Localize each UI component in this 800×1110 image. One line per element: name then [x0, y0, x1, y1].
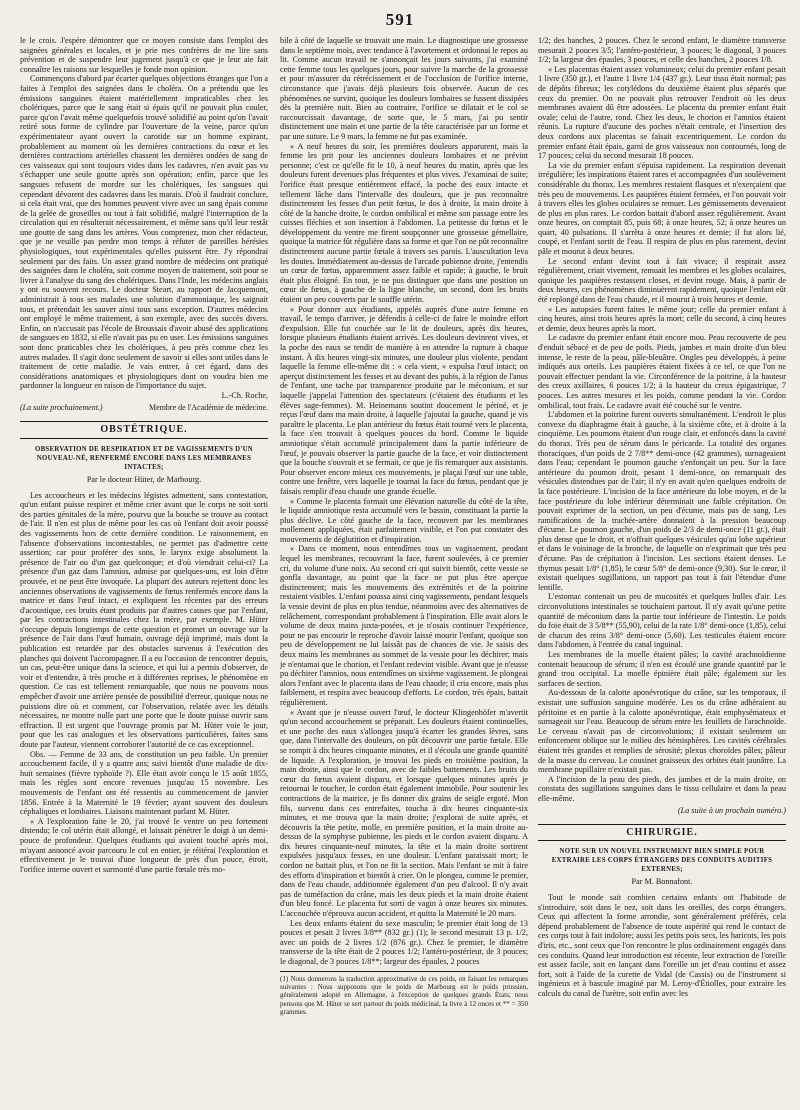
paragraph: « A l'exploration faite le 20, j'ai trouvé le ventre un peu fortement distendu; le col utérin était allongé, et laissait pénétrer le doigt à un demi-pouce de profondeur. Quelques étudiants qui avaient touché après moi, m'ayant annoncé avoir parcouru le col en entier, je réitérai l'exploration et effectivement je le trouvai d'une longueur de près d'un pouce, étroit, l'orifice interne ouvert et surmonté d'une partie fœtale très mo-	[20, 816, 268, 874]
paragraph: « Pour donner aux étudiants, appelés auprès d'une autre femme en travail, le temps d'arriver, je défendis à celle-ci de faire le moindre effort d'expulsion. Elle fut couchée sur le lit de douleurs, après dix heures, lorsque plusieurs étudiants étaient arrivés. Les douleurs devinrent vives, et la poche des eaux se tendit de manière à en attendre la rupture à chaque instant. À dix heures vingt-six minutes, une douleur plus violente, pendant laquelle la femme elle-même dit : « cela vient, » expulsa l'œuf intact; on aperçut distinctement les fesses et au devant des pubis, à la région de l'anus de l'enfant, une tache par transparence produite par le méconium, et sur laquelle j'appelai l'attention des spectateurs (c'étaient des étudiants et les élèves sage-femmes). M. Heinemann soutint doucement le périné, et je reçus l'œuf dans ma main droite, à laquelle j'ajoutai la gauche, quand je vis paraître le placenta. Le plan antérieur du fœtus était tourné vers le placenta, la face s'en trouvait à quelques pouces du bord. Comme le liquide amniotique s'était accumulé principalement dans la partie inférieure de l'œuf, je pouvais observer la partie gauche de la face, et voir distinctement que la bouche s'ouvrait et se fermait, ce que je fis remarquer aux assistants. Pour observer encore mieux ces mouvements, je plaçai l'œuf sur une table, contre une fenêtre, vers laquelle je tournai la face du fœtus, pendant que je faisais remplir d'eau chaude une grande écuelle.	[280, 304, 528, 496]
article-byline: Par M. Bonnafont.	[631, 877, 693, 887]
author-signature: L.-Ch. Roche,	[221, 390, 268, 400]
paragraph: 1/2; des hanches, 2 pouces. Chez le second enfant, le diamètre transverse mesurait 2 pouces 3/5; l'antéro-postérieur, 3 pouces; le diagonal, 3 pouces 1/2; la largeur des épaules, 3 pouces, et celle des hanches, 2 pouces 1/8.	[538, 36, 786, 65]
author-title: Membre de l'Académie de médecine.	[149, 402, 268, 412]
paragraph: « Avant que je n'eusse ouvert l'œuf, le docteur Klingenhöfer m'avertit qu'un second accouchement se préparait. Les douleurs étaient continuelles, et une poche des eaux s'allongea jusqu'à écarter les grandes lèvres, sans que, dans l'intervalle des douleurs, on pût découvrir une partie fœtale. Elle se rompit à dix heures cinquante minutes, et il s'écoula une grande quantité de liquide. A l'exploration, je trouvai les pieds en troisième position, la main droite, ainsi que le cordon, avec de faibles battements. Les bruits du cœur du fœtus avaient disparu, et lorsque quelques minutes après je retournai le toucher, le cordon était également immobile. Pour soutenir les contractions de la matrice, je fis donner dix grains de seigle ergoté. Mon fils, survenu dans ces entrefaites, toucha à dix heures cinquante-six minutes, et me trouva que la main droite; j'explorai de suite après, et découvris la tête petite, molle, en première position, et la main droite au-dessus de la symphyse pubienne, les pieds et le cordon avaient disparu. A dix heures cinquante-neuf minutes, la tête et la main droite sortirent expulsées jusqu'aux fesses, en une douleur. L'enfant paraissait mort; le cordon ne battait plus, et l'on ne fit la section. Mais l'enfant se mit à faire des efforts d'inspiration et bientôt à crier. On le plongea, comme le premier, dans de l'eau chaude, additionnée également d'un peu d'alcool. Il n'y avait pas de tuméfaction du crâne, mais les deux pieds et la main droite étaient d'un bleu foncé. Le placenta fut sorti de vagin à onze heures six minutes. L'accouchée n'éprouva aucun accident, et quitta la Maternité le 20 mars.	[280, 707, 528, 919]
signature-row	[20, 403, 268, 413]
paragraph: bile à côté de laquelle se trouvait une main. Le diagnostique une grossesse dans le septième mois, avec tendance à l'avortement et ordonnai le repos au lit. Comme aucun travail ne s'annonçait les jours suivants, j'ai examiné cette femme tous les quelques jours, pour suivre la marche de la grossesse et pour m'assurer du rétrécissement et de l'occlusion de l'orifice interne, circonstance que j'avais déjà plusieurs fois observée. Aucun de ces phénomènes ne survint, quoique les douleurs lombaires se fussent dissipées dès la première nuit. Bien au contraire, l'orifice se dilatait et le col se raccourcissait davantage, de sorte que, le 5 mars, j'ai pu sentir distinctement une main et une partie de la tête caractérisée par un forme et par une suture. Le 9 mars, la femme ne fut pas examinée.	[280, 36, 528, 141]
page-number: 591	[385, 10, 415, 29]
article-title: NOTE SUR UN NOUVEL INSTRUMENT BIEN SIMPLE POUR EXTRAIRE LES CORPS ÉTRANGERS DES CONDUITS AUDITIFS EXTERNES;	[551, 848, 773, 874]
paragraph: « Dans ce moment, nous entendîmes tous un vagissement, pendant lequel les membranes, recouvrant la face, furent soulevées, à ce premier cri, du volume d'une noix. Au second cri qui suivit bientôt, cette vessie se gonfla davantage, au point que la face ne put plus être aperçue distinctement; mais les mouvements des extrémités et de la poitrine restaient visibles. L'enfant poussa ainsi cinq vagissements, pendant lesquels la vessie devint de plus en plus tendue, néanmoins avec des alternatives de relâchement, correspondant probablement à l'inspiration. Elle avait alors le volume de deux mains juxta-posées, et je n'osais continuer l'expérience, pour ne pas encourir le reproche d'avoir laissé mourir l'enfant, quoique son peu de développement ne lui laissât pas de chances de vie. Je saisis des deux mains les membranes au sommet de la vessie pour les déchirer; mais je n'entamai que le chorion, et l'enfant redevint visible. Avant que je n'eusse pu déchirer l'amnios, nous entendîmes un sixième vagissement. Je plongeai alors l'enfant avec le placenta dans de l'eau chaude; il cria encore, mais plus faiblement, et respira avec beaucoup d'efforts. Le cordon, très épais, battait régulièrement.	[280, 544, 528, 707]
paragraph: Le cadavre du premier enfant était encore mou. Peau recouverte de peu d'enduit sébacé et de peu de poils. Pieds, jambes et main droite d'un bleu intense, le reste de la peau, pâle-bleuâtre. Ongles peu développés, à peine indiqués aux orteils. Les paupières étaient fixées à ce tel, ce que l'on ne pouvait effectuer pendant la vie. Circonférence de la poitrine, à la hauteur des creux axillaires, 6 pouces 1/2; à la hauteur du creux épigastrique, 7 pouces. Les autres mesures et les poids, comme pendant la vie. Cordon ombilical, tout frais. Le cadavre avait été couché sur le ventre.	[538, 333, 786, 410]
paragraph: Commençons d'abord par écarter quelques objections étranges que l'on a faites à l'emploi des saignées dans le choléra. On a prétendu que les émissions sanguines étaient matériellement impraticables chez les cholériques, parce que le sang était si épais qu'il ne pouvait plus couler, parce qu'on l'avait même quelquefois trouvé solidifié au point qu'on l'avait retiré sous forme de cylindre par l'ouverture de la veine, parce qu'un expérimentateur ayant ouvert la carotide sur un homme expirant, probablement au moment où les dernières contractions du cœur et les dernières contractions artérielles chassent les dernières ondées de sang de ces vaisseaux qui sont toujours vides dans les cadavres, n'en avait pas vu s'échapper une seule goutte après son opération; enfin, parce que les sangsues refusent de mordre sur les cholériques, les sangsues qui cependant dévorent des cadavres dans les marais. D'où il faudrait conclure, si cela était vrai, que des hommes peuvent vivre avec un sang épais comme de la gelée de groseilles ou tout à fait solidifié, malgré l'interruption de la circulation qui en résulterait nécessairement, et même sans qu'il leur restât une goutte de sang dans les artères. Vous comprenez, mon cher rédacteur, que je ne veuille pas perdre mon temps à réfuter de pareilles hérésies physiologiques, tout expérimentales qu'elles puissent être. J'y répondrai seulement par des faits. Un assez grand nombre de médecins ont pratiqué des saignées dans le choléra, soit comme moyen de traitement, soit pour se livrer à l'analyse du sang des cholériques. Dans l'Inde, les médecins anglais y ont eu souvent recours. Le docteur Steart, au rapport de Jacquemont, administrait à tous ses malades une solution d'ammoniaque, les saignait tous, et prétendait les sauver ainsi tous sans exception. D'autres médecins ont employé le même traitement, à son exemple, avec des succès divers. Enfin, on n'accusait pas l'école de Broussais d'avoir abusé des applications de sangsues en 1832, si elle n'avait pas pu en user. Les émissions sanguines sont donc praticables chez les cholériques, à peu près comme chez les autres malades. Il s'agit donc seulement de savoir si elles sont utiles dans le traitement de cette maladie. Je vais entrer, à cet égard, dans des considérations anatomiques et physiologiques dont on voudra bien me pardonner la longueur en raison de l'importance du sujet.	[20, 74, 268, 391]
paragraph: « Les placentas étaient assez volumineux; celui du premier enfant pesait 1 livre (350 gr.), et l'autre 1 livre 1/4 (437 gr.). Leur tissu était normal; pas de dépôts fibreux; les cotylédons du deuxième étaient plus séparés que ceux du premier. On ne pouvait plus retrouver l'endroit où les deux membranes avaient dû être adossées. Le placenta du premier enfant était ovale; celui de l'autre, rond. Chez les deux, le chorion et l'amnios étaient réunis. La rupture d'aucune des poches n'était centrale, et l'insertion des deux cordons aux placentas se faisait excentriquement. Le cordon du premier enfant était épais, garni de gros vaisseaux non contournés, long de 17 pouces; celui du second mesurait 18 pouces.	[538, 64, 786, 161]
paragraph: Le second enfant devint tout à fait vivace; il respirait assez régulièrement, criait vivement, remuait les membres et les globes oculaires, quoique les paupières restassent closes, et devint rouge. Mais, à partir de deux heures, ces phénomènes diminuèrent rapidement, quoique l'enfant eût été replongé dans de l'eau chaude, et il mourut à trois heures et demie.	[538, 256, 786, 305]
section-title-obstetrique: OBSTÉTRIQUE.	[20, 421, 268, 439]
paragraph: L'abdomen et la poitrine furent ouverts simultanément. L'endroit le plus convexe du diaphragme était à gauche, à la sixième côte, et à droite à la cinquième. Les poumons étaient d'un rouge clair, et enfoncés dans la cavité du thorax. Très peu de sérum dans le péricarde. La totalité des organes thoraciques, d'un poids de 2 7/8** demi-once (42 grammes), surnageaient dans l'eau; cependant le poumon gauche s'enfonçait un peu. Sur la face antérieure du poumon droit, pesant 1 demi-once, on remarquait des vésicules distendues par de l'air; il n'y en avait qu'en quelques endroits de la face postérieure. L'incision de la face antérieure du lobe moyen, et de la face postérieure du lobe inférieur déterminait une faible crépitation. On pouvait exprimer de la section, un peu d'écume, mais pas de sang. Les ramifications de la trachée-artère donnaient à la pression beaucoup d'écume. Le poumon gauche, d'un poids de 2/3 de demi-once (11 gr.), était plus dense que le droit, et n'offrait quelques vésicules qu'au lobe supérieur et dans le voisinage de la bronche, de laquelle on n'exprimait que très peu d'écume. Pas de crépitation à l'incision. Les sections étaient denses. Le thymus pesait 1/8° (1,85), le cœur 5/8° de demi-once (9,30). Sur le cœur, il existait quelques sugillations, un rapport pas tout à fait l'étendue d'une lentille.	[538, 410, 786, 592]
paragraph: Les membranes de la moelle étaient pâles; la cavité arachnoïdienne contenait beaucoup de sérum; il n'en est écoulé une grande quantité par le grand trou occipital. La moelle épinière était pâle; également sur les surfaces de section.	[538, 650, 786, 688]
paragraph: Les accoucheurs et les médecins légistes admettent, sans contestation, qu'un enfant puisse respirer et même crier avant que le corps ne soit sorti des parties génitales de la mère, pourvu que la bouche se trouve au contact de l'air. Il n'en est plus de même pour les cas où l'enfant doit avoir poussé des vagissements hors de cette dernière condition. Le raisonnement, en l'absence d'observations incontestables, ne permet pas d'admettre cette assertion; car pour proférer des sons, le larynx exige absolument la présence de l'air ou d'un gaz quelconque; et d'où viendrait celui-ci? La présence d'un gaz dans l'amnios, admise par quelques-uns, est loin d'être prouvée, et ne peut être invoquée. La plupart des auteurs rejettent donc les anciennes observations de vagissements de fœtus renfermés encore dans la matrice et dans l'œuf intact, et expliquent les récentes par des erreurs d'acoustique, ces bruits étant produits par d'autres causes que par l'enfant, par les contractions intestinales chez la mère, par exemple. M. Hüter s'occupe depuis longtemps de cette question et promet un ouvrage sur la présence de l'air dans l'œuf humain, ouvrage déjà imprimé, mais dont la publication est retardée par des obstacles survenus à l'exécution des planches qui doivent l'accompagner. Il a eu l'occasion de rencontrer depuis, un cas, peut-être unique dans la science, et qui lui a permis d'observer, de voir et d'entendre, à très proche et à différentes reprises, le phénomène en question. Ce cas est tellement remarquable, que nous ne pouvons nous empêcher d'avoir une arrière pensée de possibilité d'erreur, quoique nous ne puissions dire où et comment, car l'observation, relatée avec les détails nécessaires, ne montre nulle part une porte que le doute puisse ouvrir sans effraction. Il est urgent que l'ouvrage promis par M. Hüter voie le jour, pour que les cas analogues et les observations particulières, faites sans doute par l'auteur, viennent corroborer l'autorité de ce cas exceptionnel.	[20, 490, 268, 749]
continuation-note: (La suite à un prochain numéro.)	[677, 805, 786, 815]
paragraph: Au-dessous de la calotte aponévrotique du crâne, sur les temporaux, il existait une suffusion sanguine modérée. Les os du crâne adhéraient au péritoine et en partie à la calotte aponévrotique, était emphysémateux et surnageait sur l'eau. Beaucoup de sérum entre les feuillets de l'arachnoïde. Le cerveau n'avait pas de circonvolutions; il existait seulement un enfoncement oblique sur le milieu des hémisphères. Les cavités cérébrales étaient très grandes et remplies de sérosité; plexus choroïdes pâles; pâleur de la masse du cerveau. Le cousinet graisseux des orbites était jaunâtre. La membrane pupillaire n'existait pas.	[538, 688, 786, 775]
paragraph: « A neuf heures du soir, les premières douleurs apparurent, mais la femme les prit pour les anciennes douleurs lombaires et ne prévint personne; c'est ce qu'elle fit le 10, à neuf heures du matin, après que les douleurs furent devenues plus fréquentes et plus vives. J'examinai de suite; l'orifice était presque entièrement effacé, la poche des eaux intacte et tellement lâche dans l'intervalle des douleurs, que je pus reconnaître distinctement les fesses d'un petit fœtus, le dos à droite, la main droite à côté de la hanche droite, le cordon ombilical et même son passage entre les cuisses fléchies et son insertion à l'abdomen. La petitesse du fœtus et le développement du ventre me firent soupçonner une grossesse gémellaire, quoique la matrice fût régulière dans sa forme et que l'on ne pût reconnaître distinctement aucune partie fœtale à travers ses parois. L'auscultation leva les doutes. Immédiatement au-dessus de l'arcade pubienne droite, j'entendis un cœur de fœtus, apparemment assez faible et rapide; à gauche, le bruit était plus éloigné. En tout, je ne pus distinguer que dans une position un cœur de fœtus, à gauche de la ligne blanche, un second, dont les bruits étaient un peu couverts par le souffle utérin.	[280, 141, 528, 305]
paragraph: « Les autopsies furent faites le même jour; celle du premier enfant à cinq heures, ainsi trois heures après la mort; celle du second, à cinq heures et demie, deux heures après la mort.	[538, 304, 786, 333]
paragraph: le le crois. J'espère démontrer que ce moyen consiste dans l'emploi des saignées générales et locales, et je prie mes confrères de me lire sans prévention et de suspendre leur jugement jusqu'à ce que je leur aie fait connaître les raisons sur lesquelles je fonde mon opinion.	[20, 36, 268, 74]
paragraph: Obs. — Femme de 33 ans, de constitution un peu faible. Un premier accouchement facile, il y a quatre ans; suivi bientôt d'une maladie de dix-huit semaines (fièvre typhoïde ?). Elle était avoir conçu le 15 août 1855, mais les règles sont encore revenues jusqu'au 15 novembre. Les mouvements de l'enfant ont été ressentis au commencement de janvier 1856. Entrée à la Maternité le 19 février; ayant souvent des douleurs céphaliques et lombaires. Liaisons maintenant parlant M. Hüter.	[20, 749, 268, 817]
column-1	[20, 36, 268, 1102]
column-2	[280, 36, 528, 1102]
footnote: (1) Nous donnerons la traduction approximative de ces poids, en faisant les remarques suivantes : Nous supposons que le poids de Marbourg est le poids prussien, généralement adopté en Allemagne, à l'exception de quelques grands États; nous pensons que M. Hüter se sert partout du poids médicinal, la livre à 12 onces et ** = 350 grammes.	[280, 971, 528, 1017]
paragraph: « Comme le placenta formait une élévation naturelle du côté de la tête, le liquide amniotique resta accumulé vers le bassin, constituant la partie la plus déclive. Le côté gauche de la face, recouvert par les membranes mollement appliquées, était parfaitement visible, et l'on put constater des mouvements de déglutition et d'inspiration.	[280, 496, 528, 544]
paragraph: La vie du premier enfant s'épuisa rapidement. La respiration devenait irrégulière; les inspirations étaient rares et accompagnées d'un soulèvement considérable du thorax. Les membres restaient flasques et n'exerçaient que très peu de mouvements. Les paupières étaient fermées, et l'on pouvait voir à travers elles les globes oculaires se remuer. Les gémissements devenaient de plus en plus rares. Le cordon battait d'abord assez régulièrement. Avant onze heures, on comptait 85, puis 68; à onze heures, 52; à onze heures un quart, 40 pulsations. Il s'arrêta à onze heures et demie; il fut alors lié, coupé, et l'enfant sortit de l'eau. Il respira de plus en plus rarement, devint pâle et mourut à deux heures.	[538, 160, 786, 257]
paragraph: A l'incision de la peau des pieds, des jambes et de la main droite, on constata des sugillations sanguines dans le tissu cellulaire et dans la peau elle-même.	[538, 774, 786, 803]
section-title-chirurgie: CHIRURGIE.	[538, 824, 786, 842]
paragraph: Tout le monde sait combien certains enfants ont l'habitude de s'introduire, soit dans le nez, soit dans les oreilles, des corps étrangers. Ceux qui affectent la forme arrondie, sont généralement préférés, cela dépend probablement de l'absence de toute aspérité qui rend le contact de ces corps tout à fait indolore; aussi les petits pois secs, les haricots, les pois d'iris, etc., sont ceux que l'on rencontre le plus ordinairement engagés dans ces conduits. Quand leur introduction est récente, leur extraction de l'oreille est assez facile, soit en lançant dans l'oreille un jet d'eau continu et assez fort, soit à l'aide de la curette de Vidal (de Cassis) ou de l'instrument si ingénieux et à bascule imaginé par M. Leroy-d'Étiolles, pour extraire les calculs du canal de l'urètre, soit enfin avec les	[538, 893, 786, 999]
paragraph: L'estomac contenait un peu de mucosités et quelques bulles d'air. Les circonvolutions intestinales se touchaient partout. Il n'y avait qu'une petite quantité de méconium dans la partie tout inférieure de l'intestin. Le poids du foie était de 3 5/8** (55,90), celui de la rate 1/8° demi-once (1,85), celui de chacun des reins 3/8° demi-once (5,60). Les testicules étaient encore dans l'abdomen, à l'entrée du canal inguinal.	[538, 592, 786, 650]
continuation-note: (La suite prochainement.)	[20, 402, 103, 412]
article-title: OBSERVATION DE RESPIRATION ET DE VAGISSEMENTS D'UN NOUVEAU-NÉ, RENFERMÉ ENCORE DANS LES MEMBRANES INTACTES;	[35, 445, 253, 471]
paragraph: Les deux enfants étaient du sexe masculin; le premier était long de 13 pouces et pesait 2 livres 3/8** (832 gr.) (1); le second mesurait 13 p. 1/2, avec un poids de 2 livres 1/2 (876 gr.). Chez le premier, le diamètre transverse de la tête était de 2 pouces 1/2; l'antéro-postérieur, de 3 pouces; le diagonal, de 3 pouces 1/8**; largeur des épaules, 2 pouces	[280, 918, 528, 966]
article-byline: Par le docteur Hüter, de Marbourg.	[86, 474, 202, 484]
column-3	[538, 36, 786, 1102]
